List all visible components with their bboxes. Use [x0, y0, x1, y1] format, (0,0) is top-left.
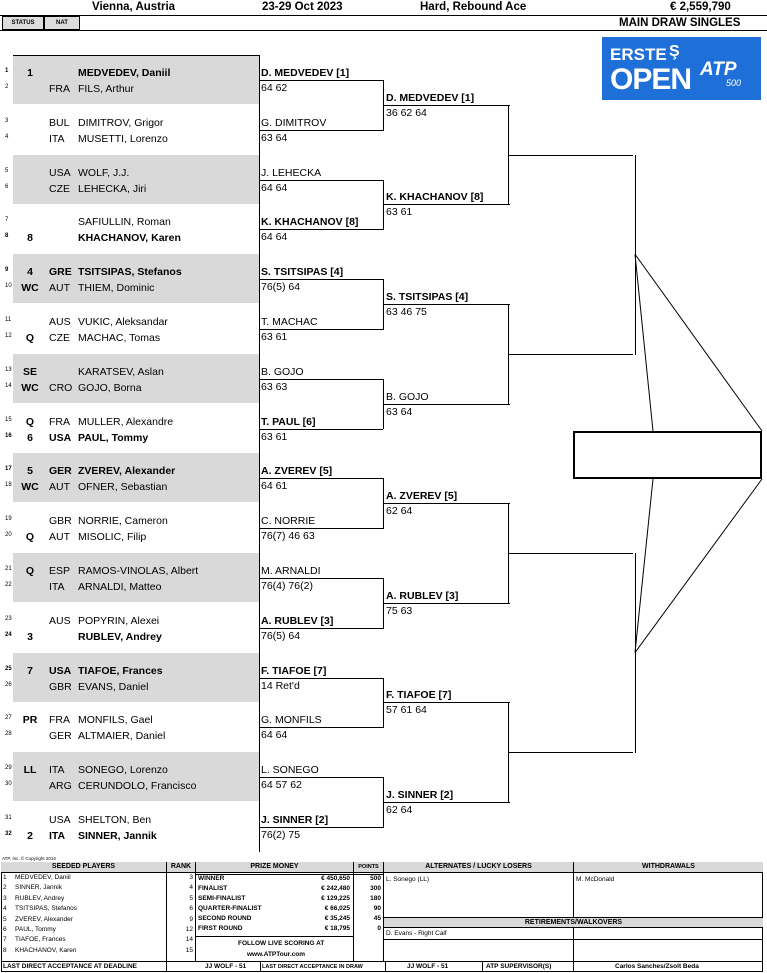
- player-status: WC: [21, 282, 39, 295]
- copyright: ATP, Inc. © Copyright 2014: [2, 856, 56, 861]
- seed-rank: 3: [189, 874, 193, 881]
- prize-money: € 242,480: [321, 885, 350, 892]
- draw-position: 14: [5, 382, 12, 389]
- player-name: MACHAC, Tomas: [78, 332, 161, 344]
- player-row: [5, 264, 259, 280]
- draw-position: 16: [5, 432, 12, 439]
- winner-r2: T. MACHAC: [261, 315, 318, 328]
- player-row: [5, 463, 259, 479]
- draw-title: MAIN DRAW SINGLES: [619, 17, 741, 29]
- withdrawals-title: WITHDRAWALS: [573, 862, 763, 873]
- player-status: 4: [27, 266, 33, 279]
- score-r2: 64 62: [261, 81, 288, 94]
- player-row: [5, 131, 259, 147]
- player-name: ZVEREV, Alexander: [78, 465, 176, 478]
- player-name: POPYRIN, Alexei: [78, 614, 160, 627]
- player-name: MONFILS, Gael: [78, 714, 153, 727]
- player-nat: FRA: [49, 83, 70, 95]
- player-status: 2: [27, 830, 33, 842]
- prize-round: WINNER: [198, 875, 225, 882]
- prize-points: 180: [370, 895, 381, 902]
- status-column-header: STATUS: [2, 16, 44, 30]
- player-status: 1: [27, 67, 33, 79]
- player-nat: ESP: [49, 565, 71, 577]
- erste-open-logo: ERSTE Ş OPEN ATP 500: [602, 37, 761, 100]
- player-row: [5, 214, 259, 230]
- match-r1: [5, 304, 259, 353]
- player-name: SONEGO, Lorenzo: [78, 764, 168, 777]
- player-nat: GBR: [49, 680, 72, 693]
- player-nat: CZE: [49, 332, 70, 344]
- player-nat: USA: [49, 664, 72, 677]
- match-r1: [5, 553, 259, 602]
- seed-rank: 9: [189, 915, 193, 923]
- seed-name: MEDVEDEV, Daniil: [15, 874, 71, 881]
- player-row: [5, 479, 259, 495]
- divider: [573, 862, 574, 961]
- player-name: MISOLIC, Filip: [78, 531, 147, 544]
- lda-value: JJ WOLF - 51: [205, 963, 247, 970]
- player-row: [5, 579, 259, 595]
- score-qf: 63 46 75: [386, 306, 427, 318]
- match-r1: [5, 603, 259, 652]
- player-nat: CZE: [49, 182, 70, 195]
- seed-rank: 14: [185, 936, 193, 944]
- seed-number: 5: [3, 915, 7, 923]
- score-r2: 63 61: [261, 330, 288, 343]
- draw-position: 17: [5, 466, 12, 473]
- draw-position: 20: [5, 532, 12, 539]
- draw-position: 24: [5, 631, 12, 638]
- alternate-entry: L. Sonego (LL): [386, 876, 430, 883]
- match-r1: [5, 503, 259, 552]
- player-name: NORRIE, Cameron: [78, 515, 168, 528]
- player-name: MULLER, Alexandre: [78, 415, 174, 428]
- draw-position: 3: [5, 117, 9, 124]
- prize-money: € 35,245: [324, 915, 350, 922]
- winner-r2: S. TSITSIPAS [4]: [261, 266, 344, 279]
- player-name: SHELTON, Ben: [78, 814, 152, 826]
- prize-title: PRIZE MONEY: [195, 862, 353, 873]
- match-r1: [5, 752, 259, 801]
- player-name: KHACHANOV, Karen: [78, 232, 181, 245]
- player-status: Q: [25, 415, 35, 428]
- score-qf: 75 63: [386, 604, 413, 617]
- seed-rank: 15: [185, 946, 193, 954]
- live-scoring-url[interactable]: www.ATPTour.com: [247, 951, 306, 958]
- winner-r2: A. ZVEREV [5]: [261, 465, 333, 478]
- score-r2: 76(5) 64: [261, 281, 301, 294]
- winner-qf: B. GOJO: [386, 390, 429, 403]
- draw-position: 22: [5, 582, 12, 588]
- player-row: [5, 181, 259, 197]
- player-nat: USA: [49, 814, 71, 826]
- player-row: [5, 828, 259, 844]
- player-status: WC: [21, 381, 39, 394]
- player-nat: FRA: [49, 415, 70, 428]
- draw-position: 13: [5, 366, 12, 373]
- seed-rank: 4: [189, 884, 193, 892]
- tournament-city: Vienna, Austria: [92, 1, 176, 13]
- divider: [383, 862, 384, 961]
- winner-r2: J. SINNER [2]: [261, 813, 329, 826]
- score-r2: 63 63: [261, 380, 288, 393]
- prize-points: 0: [377, 925, 381, 932]
- player-row: [5, 330, 259, 346]
- winner-r2: C. NORRIE: [261, 515, 316, 528]
- match-r1: [5, 55, 259, 104]
- draw-position: 15: [5, 416, 12, 423]
- draw-position: 29: [5, 765, 12, 772]
- score-r2: 64 64: [261, 231, 288, 244]
- player-nat: AUT: [49, 531, 70, 544]
- draw-position: 12: [5, 333, 12, 339]
- seed-name: KHACHANOV, Karen: [15, 946, 77, 954]
- winner-r2: F. TIAFOE [7]: [261, 664, 327, 677]
- score-r2: 64 57 62: [261, 779, 302, 792]
- player-name: SINNER, Jannik: [78, 830, 157, 842]
- player-row: [5, 679, 259, 695]
- draw-position: 19: [5, 516, 12, 523]
- lda-label: LAST DIRECT ACCEPTANCE AT DEADLINE: [3, 963, 137, 970]
- player-nat: ITA: [49, 764, 65, 777]
- draw-position: 27: [5, 715, 12, 722]
- player-status: 7: [27, 664, 33, 677]
- player-status: Q: [25, 565, 35, 577]
- player-row: [5, 414, 259, 430]
- seed-name: PAUL, Tommy: [15, 926, 56, 933]
- player-row: [5, 230, 259, 246]
- score-r2: 76(4) 76(2): [261, 579, 313, 592]
- seed-rank: 6: [189, 905, 193, 913]
- match-r1: [5, 802, 259, 851]
- tournament-dates: 23-29 Oct 2023: [262, 1, 343, 13]
- seed-name: TSITSIPAS, Stefanos: [15, 905, 78, 913]
- retirement-entry: D. Evans - Right Calf: [386, 930, 447, 937]
- prize-points: 45: [373, 915, 381, 922]
- draw-position: 32: [5, 831, 12, 837]
- score-qf: 62 64: [386, 804, 413, 816]
- player-row: [5, 165, 259, 181]
- player-row: [5, 115, 259, 131]
- match-r1: [5, 105, 259, 154]
- player-status: SE: [22, 365, 37, 378]
- seed-number: 3: [3, 894, 7, 902]
- draw-position: 30: [5, 781, 12, 788]
- score-r2: 63 61: [261, 430, 288, 443]
- seed-number: 2: [3, 884, 7, 892]
- seed-rank: 12: [185, 926, 193, 933]
- player-status: WC: [21, 481, 39, 494]
- player-name: OFNER, Sebastian: [78, 481, 168, 494]
- player-nat: GRE: [49, 266, 72, 279]
- player-name: MEDVEDEV, Daniil: [78, 67, 171, 79]
- draw-position: 28: [5, 731, 12, 738]
- player-row: [5, 613, 259, 629]
- player-row: [5, 762, 259, 778]
- score-r2: 76(2) 75: [261, 828, 301, 841]
- player-nat: GBR: [49, 515, 72, 528]
- seed-number: 7: [3, 936, 7, 944]
- draw-position: 11: [5, 317, 12, 323]
- player-name: VUKIC, Aleksandar: [78, 316, 168, 328]
- match-r1: [5, 155, 259, 204]
- player-status: 8: [27, 232, 33, 245]
- player-nat: AUT: [49, 481, 70, 494]
- player-name: RUBLEV, Andrey: [78, 630, 162, 643]
- seed-number: 6: [3, 926, 7, 933]
- winner-r2: B. GOJO: [261, 365, 304, 378]
- champion-box: [573, 431, 762, 479]
- draw-position: 21: [5, 566, 12, 572]
- player-nat: AUS: [49, 614, 71, 627]
- winner-qf: D. MEDVEDEV [1]: [386, 91, 475, 104]
- player-status: Q: [25, 332, 35, 344]
- player-name: ALTMAIER, Daniel: [78, 730, 166, 743]
- draw-position: 23: [5, 615, 12, 622]
- score-qf: 62 64: [386, 505, 413, 518]
- player-name: SAFIULLIN, Roman: [78, 216, 171, 229]
- supervisor-label: ATP SUPERVISOR(S): [486, 963, 552, 970]
- player-row: [5, 513, 259, 529]
- player-nat: GER: [49, 730, 72, 743]
- player-row: [5, 728, 259, 744]
- prize-round: SECOND ROUND: [198, 915, 252, 922]
- match-r1: [5, 653, 259, 702]
- match-r1: [5, 204, 259, 253]
- player-row: [5, 430, 259, 446]
- prize-round: QUARTER-FINALIST: [198, 905, 262, 912]
- retirements-title: RETIREMENTS/WALKOVERS: [383, 917, 763, 928]
- prize-money: € 129,225: [321, 895, 350, 902]
- player-row: [5, 712, 259, 728]
- prize-round: FIRST ROUND: [198, 925, 243, 932]
- draw-position: 9: [5, 267, 9, 274]
- match-r1: [5, 702, 259, 751]
- player-status: 6: [27, 431, 33, 444]
- player-name: KARATSEV, Aslan: [78, 365, 164, 378]
- player-name: RAMOS-VINOLAS, Albert: [78, 565, 199, 577]
- prize-money: € 18,795: [324, 925, 350, 932]
- player-nat: AUT: [49, 282, 70, 295]
- winner-qf: A. ZVEREV [5]: [386, 490, 458, 503]
- player-name: LEHECKA, Jiri: [78, 182, 147, 195]
- player-row: [5, 280, 259, 296]
- divider: [195, 862, 196, 961]
- rank-title: RANK: [166, 862, 195, 873]
- seed-number: 8: [3, 946, 7, 954]
- withdrawal-entry: M. McDonald: [576, 876, 615, 883]
- score-qf: 63 61: [386, 206, 413, 219]
- seeded-title: SEEDED PLAYERS: [1, 862, 166, 873]
- player-nat: FRA: [49, 714, 70, 727]
- player-nat: AUS: [49, 316, 71, 328]
- live-scoring-label: FOLLOW LIVE SCORING AT: [238, 940, 325, 947]
- prize-points: 90: [373, 905, 381, 912]
- seed-name: SINNER, Jannik: [15, 884, 62, 892]
- seed-number: 4: [3, 905, 7, 913]
- draw-position: 5: [5, 167, 9, 174]
- draw-position: 18: [5, 482, 12, 489]
- winner-qf: F. TIAFOE [7]: [386, 689, 452, 702]
- player-row: [5, 529, 259, 545]
- draw-position: 1: [5, 68, 9, 74]
- winner-qf: K. KHACHANOV [8]: [386, 191, 484, 204]
- player-nat: CRO: [49, 381, 73, 394]
- score-r2: 76(5) 64: [261, 629, 301, 642]
- seed-name: TIAFOE, Frances: [15, 936, 66, 944]
- player-name: TIAFOE, Frances: [78, 664, 163, 677]
- tournament-surface: Hard, Rebound Ace: [420, 1, 527, 13]
- ldad-label: LAST DIRECT ACCEPTANCE IN DRAW: [262, 964, 363, 970]
- player-nat: BUL: [49, 116, 70, 129]
- player-row: [5, 629, 259, 645]
- seed-rank: 5: [189, 894, 193, 902]
- seed-name: ZVEREV, Alexander: [15, 915, 73, 923]
- player-status: PR: [22, 714, 38, 727]
- player-name: DIMITROV, Grigor: [78, 116, 164, 129]
- draw-position: 2: [5, 84, 9, 90]
- player-row: [5, 778, 259, 794]
- player-name: FILS, Arthur: [78, 83, 135, 95]
- player-name: EVANS, Daniel: [78, 680, 149, 693]
- match-r1: [5, 404, 259, 453]
- match-r1: [5, 453, 259, 502]
- match-r1: [5, 254, 259, 303]
- player-row: [5, 81, 259, 97]
- winner-r2: K. KHACHANOV [8]: [261, 216, 359, 229]
- player-nat: ITA: [49, 830, 66, 842]
- points-title: POINTS: [353, 862, 383, 873]
- prize-round: SEMI-FINALIST: [198, 895, 246, 902]
- player-status: 3: [27, 630, 33, 643]
- player-nat: USA: [49, 431, 72, 444]
- prize-points: 500: [370, 875, 381, 882]
- player-row: [5, 663, 259, 679]
- player-row: [5, 364, 259, 380]
- winner-r2: A. RUBLEV [3]: [261, 614, 334, 627]
- prize-money: € 66,025: [324, 905, 350, 912]
- score-qf: 36 62 64: [386, 106, 427, 119]
- winner-r2: G. MONFILS: [261, 714, 322, 727]
- winner-r2: G. DIMITROV: [261, 116, 327, 129]
- player-name: GOJO, Borna: [78, 381, 142, 394]
- winner-qf: S. TSITSIPAS [4]: [386, 291, 469, 303]
- score-r2: 63 64: [261, 131, 288, 144]
- player-status: 5: [27, 465, 33, 478]
- seed-number: 1: [3, 874, 7, 881]
- draw-position: 8: [5, 233, 9, 240]
- winner-qf: A. RUBLEV [3]: [386, 589, 459, 602]
- player-nat: USA: [49, 166, 71, 179]
- score-r2: 76(7) 46 63: [261, 530, 315, 543]
- alternates-title: ALTERNATES / LUCKY LOSERS: [383, 862, 573, 873]
- player-status: LL: [23, 764, 37, 777]
- player-row: [5, 314, 259, 330]
- player-row: [5, 380, 259, 396]
- winner-qf: J. SINNER [2]: [386, 789, 454, 801]
- winner-r2: M. ARNALDI: [261, 564, 321, 577]
- player-nat: ARG: [49, 780, 72, 793]
- player-row: [5, 65, 259, 81]
- prize-money: € 450,650: [321, 875, 350, 882]
- prize-round: FINALIST: [198, 885, 228, 892]
- player-nat: GER: [49, 465, 72, 478]
- winner-r2: D. MEDVEDEV [1]: [261, 66, 350, 79]
- player-name: CERUNDOLO, Francisco: [78, 780, 197, 793]
- tournament-prize: € 2,559,790: [670, 1, 731, 13]
- draw-position: 25: [5, 665, 12, 672]
- draw-position: 10: [5, 283, 12, 290]
- player-row: [5, 812, 259, 828]
- player-name: TSITSIPAS, Stefanos: [78, 266, 182, 279]
- player-row: [5, 563, 259, 579]
- player-status: Q: [25, 531, 35, 544]
- score-r2: 64 64: [261, 729, 288, 742]
- draw-position: 31: [5, 815, 12, 821]
- player-name: MUSETTI, Lorenzo: [78, 132, 168, 145]
- score-r2: 64 61: [261, 480, 288, 493]
- player-name: WOLF, J.J.: [78, 166, 130, 179]
- draw-position: 6: [5, 183, 9, 190]
- score-r2: 64 64: [261, 181, 288, 194]
- player-nat: ITA: [49, 581, 65, 593]
- winner-r2: J. LEHECKA: [261, 166, 322, 179]
- draw-position: 26: [5, 681, 12, 688]
- draw-position: 4: [5, 133, 9, 140]
- score-qf: 57 61 64: [386, 704, 427, 717]
- player-name: ARNALDI, Matteo: [78, 581, 162, 593]
- nat-column-header: NAT: [44, 16, 80, 30]
- winner-r2: T. PAUL [6]: [261, 415, 316, 428]
- player-name: THIEM, Dominic: [78, 282, 155, 295]
- match-r1: [5, 354, 259, 403]
- prize-points: 300: [370, 885, 381, 892]
- draw-position: 7: [5, 217, 9, 224]
- winner-r2: L. SONEGO: [261, 764, 319, 777]
- score-r2: 14 Ret'd: [261, 679, 300, 692]
- supervisor-value: Carlos Sanches/Zsolt Beda: [615, 963, 699, 970]
- seed-name: RUBLEV, Andrey: [15, 894, 65, 902]
- ldad-value: JJ WOLF - 51: [407, 963, 449, 970]
- player-nat: ITA: [49, 132, 65, 145]
- player-name: PAUL, Tommy: [78, 431, 149, 444]
- score-qf: 63 64: [386, 405, 413, 418]
